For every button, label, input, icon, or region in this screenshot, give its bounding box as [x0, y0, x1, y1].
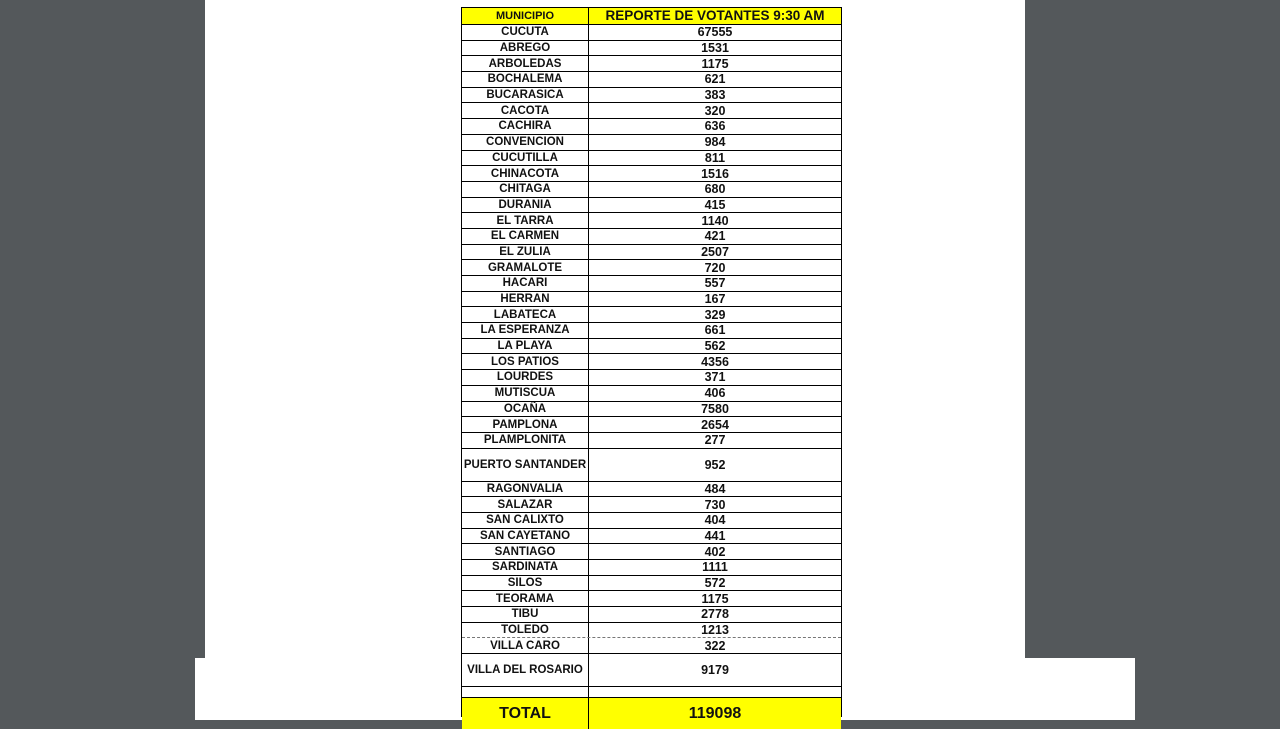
- municipio-cell: MUTISCUA: [462, 386, 589, 401]
- table-row: [462, 198, 841, 214]
- table-row: [462, 260, 841, 276]
- table-row: [462, 229, 841, 245]
- votantes-cell: 404: [704, 513, 726, 528]
- table-row: [462, 370, 841, 386]
- municipio-cell: LOS PATIOS: [462, 354, 589, 369]
- votantes-cell: 1140: [701, 213, 729, 228]
- table-row: [462, 482, 841, 498]
- votantes-cell: 421: [704, 229, 726, 244]
- table-row: [462, 654, 841, 687]
- table-row: [462, 591, 841, 607]
- table-header-row: [462, 8, 841, 25]
- table-row: [462, 276, 841, 292]
- votantes-cell: 621: [704, 72, 726, 87]
- municipio-cell: LA ESPERANZA: [462, 323, 589, 338]
- votantes-cell: 952: [704, 457, 726, 472]
- table-row: [462, 417, 841, 433]
- votantes-cell: 572: [704, 576, 726, 591]
- spacer-cell: [462, 687, 589, 697]
- table-row: [462, 402, 841, 418]
- municipio-cell: CACHIRA: [462, 119, 589, 134]
- municipio-cell: CUCUTILLA: [462, 151, 589, 166]
- table-row: [462, 354, 841, 370]
- votantes-cell: 406: [704, 386, 726, 401]
- municipio-cell: PUERTO SANTANDER: [462, 449, 589, 481]
- table-body: [462, 25, 841, 687]
- table-row: [462, 103, 841, 119]
- municipio-cell: CUCUTA: [462, 25, 589, 40]
- votantes-cell: 67555: [697, 25, 733, 40]
- votantes-cell: 2654: [701, 417, 729, 432]
- table-row: [462, 182, 841, 198]
- municipio-cell: VILLA CARO: [462, 638, 589, 653]
- votantes-cell: 811: [704, 150, 726, 165]
- table-row: [462, 119, 841, 135]
- municipio-cell: CACOTA: [462, 103, 589, 118]
- total-label: TOTAL: [462, 698, 589, 729]
- votantes-cell: 484: [704, 481, 726, 496]
- total-value: 119098: [688, 704, 742, 722]
- table-row: [462, 386, 841, 402]
- table-row: [462, 497, 841, 513]
- votantes-cell: 383: [704, 88, 726, 103]
- municipio-cell: GRAMALOTE: [462, 260, 589, 275]
- table-row: [462, 213, 841, 229]
- table-row: [462, 245, 841, 261]
- table-row: [462, 576, 841, 592]
- municipio-cell: SARDINATA: [462, 560, 589, 575]
- votantes-cell: 415: [704, 197, 726, 212]
- municipio-cell: PAMPLONA: [462, 417, 589, 432]
- municipio-cell: EL ZULIA: [462, 245, 589, 260]
- votantes-cell: 1111: [702, 560, 728, 575]
- municipio-cell: BUCARASICA: [462, 88, 589, 103]
- table-row: [462, 433, 841, 449]
- municipio-cell: SALAZAR: [462, 497, 589, 512]
- table-row: [462, 72, 841, 88]
- table-row: [462, 88, 841, 104]
- table-row: [462, 41, 841, 57]
- municipio-cell: LOURDES: [462, 370, 589, 385]
- table-row: [462, 529, 841, 545]
- votantes-cell: 984: [704, 135, 726, 150]
- votantes-cell: 730: [704, 497, 726, 512]
- municipio-cell: RAGONVALIA: [462, 482, 589, 497]
- votantes-cell: 636: [704, 119, 726, 134]
- votantes-cell: 562: [704, 339, 726, 354]
- municipio-cell: VILLA DEL ROSARIO: [462, 654, 589, 686]
- votantes-cell: 320: [704, 103, 726, 118]
- municipio-cell: SANTIAGO: [462, 544, 589, 559]
- municipio-cell: LABATECA: [462, 307, 589, 322]
- municipio-cell: CHITAGA: [462, 182, 589, 197]
- municipio-cell: OCAÑA: [462, 402, 589, 417]
- municipio-cell: BOCHALEMA: [462, 72, 589, 87]
- table-row: [462, 638, 841, 654]
- table-row: [462, 56, 841, 72]
- municipio-cell: SILOS: [462, 576, 589, 591]
- table-row: [462, 560, 841, 576]
- municipio-cell: SAN CAYETANO: [462, 529, 589, 544]
- votantes-cell: 4356: [701, 354, 729, 369]
- table-row: [462, 607, 841, 623]
- table-row: [462, 151, 841, 167]
- votantes-cell: 2778: [701, 607, 729, 622]
- votantes-cell: 402: [704, 544, 726, 559]
- municipio-cell: HACARI: [462, 276, 589, 291]
- table-row: [462, 307, 841, 323]
- votantes-cell: 9179: [701, 663, 729, 678]
- table-row: [462, 166, 841, 182]
- report-header: REPORTE DE VOTANTES 9:30 AM: [605, 8, 825, 23]
- votantes-cell: 720: [704, 260, 726, 275]
- votantes-cell: 277: [704, 433, 726, 448]
- table-row: [462, 623, 841, 639]
- votantes-cell: 1516: [701, 166, 729, 181]
- table-row: [462, 323, 841, 339]
- municipio-cell: LA PLAYA: [462, 339, 589, 354]
- votantes-cell: 322: [704, 638, 726, 653]
- municipio-cell: TOLEDO: [462, 623, 589, 638]
- municipio-cell: ARBOLEDAS: [462, 56, 589, 71]
- votantes-cell: 371: [704, 370, 726, 385]
- votantes-cell: 661: [704, 323, 726, 338]
- municipio-cell: EL CARMEN: [462, 229, 589, 244]
- table-row: [462, 292, 841, 308]
- votantes-cell: 2507: [701, 244, 729, 259]
- table-spacer-row: [462, 687, 841, 698]
- municipio-cell: EL TARRA: [462, 213, 589, 228]
- municipio-cell: DURANIA: [462, 198, 589, 213]
- table-row: [462, 544, 841, 560]
- votantes-cell: 1213: [701, 623, 729, 638]
- municipio-cell: SAN CALIXTO: [462, 513, 589, 528]
- spacer-cell: [589, 687, 841, 697]
- table-row: [462, 449, 841, 482]
- municipio-cell: CONVENCION: [462, 135, 589, 150]
- municipio-header: MUNICIPIO: [462, 8, 589, 24]
- votantes-cell: 167: [704, 292, 726, 307]
- municipio-cell: CHINACOTA: [462, 166, 589, 181]
- votantes-cell: 1175: [701, 591, 729, 606]
- table-row: [462, 339, 841, 355]
- municipio-cell: TEORAMA: [462, 591, 589, 606]
- municipio-cell: HERRAN: [462, 292, 589, 307]
- municipio-cell: ABREGO: [462, 41, 589, 56]
- table-row: [462, 135, 841, 151]
- table-row: [462, 513, 841, 529]
- votantes-cell: 557: [704, 276, 726, 291]
- votantes-cell: 1531: [701, 41, 729, 56]
- voters-table: [461, 7, 842, 722]
- table-row: [462, 25, 841, 41]
- votantes-cell: 329: [704, 307, 726, 322]
- municipio-cell: TIBU: [462, 607, 589, 622]
- votantes-cell: 441: [704, 528, 726, 543]
- votantes-cell: 1175: [701, 56, 729, 71]
- votantes-cell: 7580: [701, 401, 729, 416]
- municipio-cell: PLAMPLONITA: [462, 433, 589, 448]
- total-row: [462, 698, 841, 729]
- votantes-cell: 680: [704, 182, 726, 197]
